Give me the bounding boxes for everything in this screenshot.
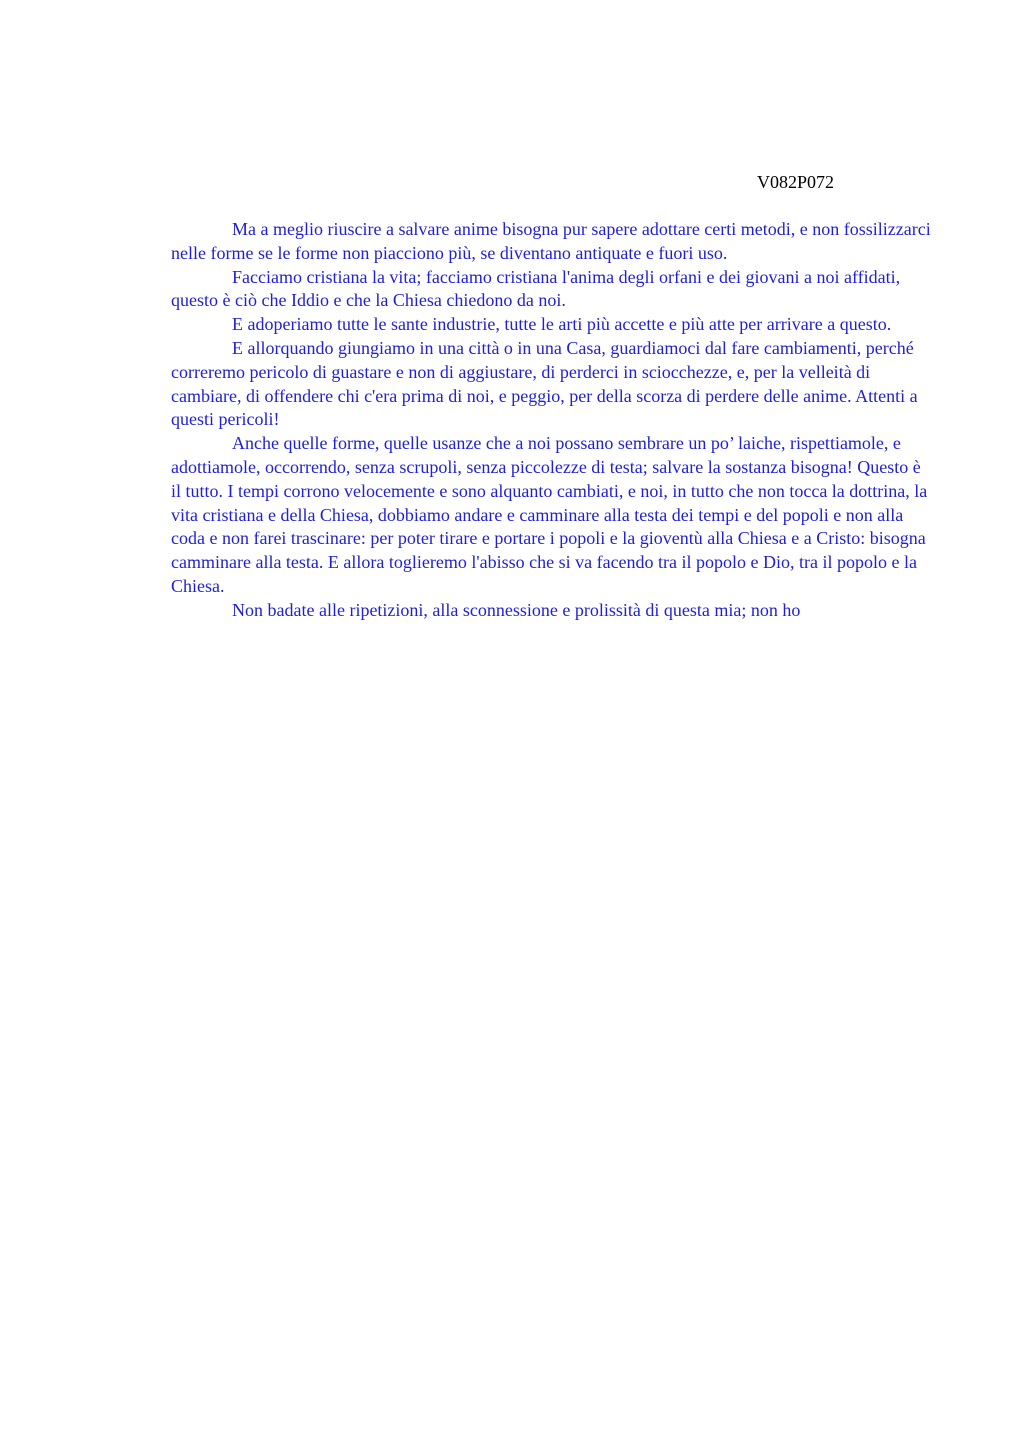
paragraph: Ma a meglio riuscire a salvare anime bisogna pur sapere adottare certi metodi, e non fossilizzarci nelle forme se le forme non piacciono più, se diventano antiquate e fuori uso. — [171, 219, 931, 263]
paragraph: E allorquando giungiamo in una città o in una Casa, guardiamoci dal fare cambiamenti, perché correremo pericolo di guastare e non di aggiustare, di perderci in sciocchezze, e, per la velleità di cambiare, di offendere chi c'era prima di noi, e peggio, per della scorza di perdere delle anime. Attenti a questi pericoli! — [171, 337, 918, 430]
paragraph: E adoperiamo tutte le sante industrie, tutte le arti più accette e più atte per arrivare a questo. — [232, 314, 892, 335]
paragraph: Facciamo cristiana la vita; facciamo cristiana l'anima degli orfani e dei giovani a noi affidati, questo è ciò che Iddio e che la Chiesa chiedono da noi. — [171, 266, 901, 311]
page-code: V082P072 — [757, 172, 835, 192]
paragraph: Non badate alle ripetizioni, alla sconnessione e prolissità di questa mia; non ho — [232, 599, 801, 620]
paragraph: Anche quelle forme, quelle usanze che a noi possano sembrare un po’ laiche, rispettiamole, e adottiamole, occorrendo, senza scrupoli, senza piccolezze di testa; salvare la sostanza bisogna! Questo è il tutto. I tempi corrono velocemente e sono alquanto cambiati, e noi, in tutto che non tocca la dottrina, la vita cristiana e della Chiesa, dobbiamo andare e camminare alla testa dei tempi e del popoli e non alla coda e non farei trascinare: per poter tirare e portare i popoli e la gioventù alla Chiesa e a Cristo: bisogna camminare alla testa. E allora toglieremo l'abisso che si va facendo tra il popolo e Dio, tra il popolo e la Chiesa. — [171, 433, 928, 596]
letter-body — [171, 218, 931, 623]
